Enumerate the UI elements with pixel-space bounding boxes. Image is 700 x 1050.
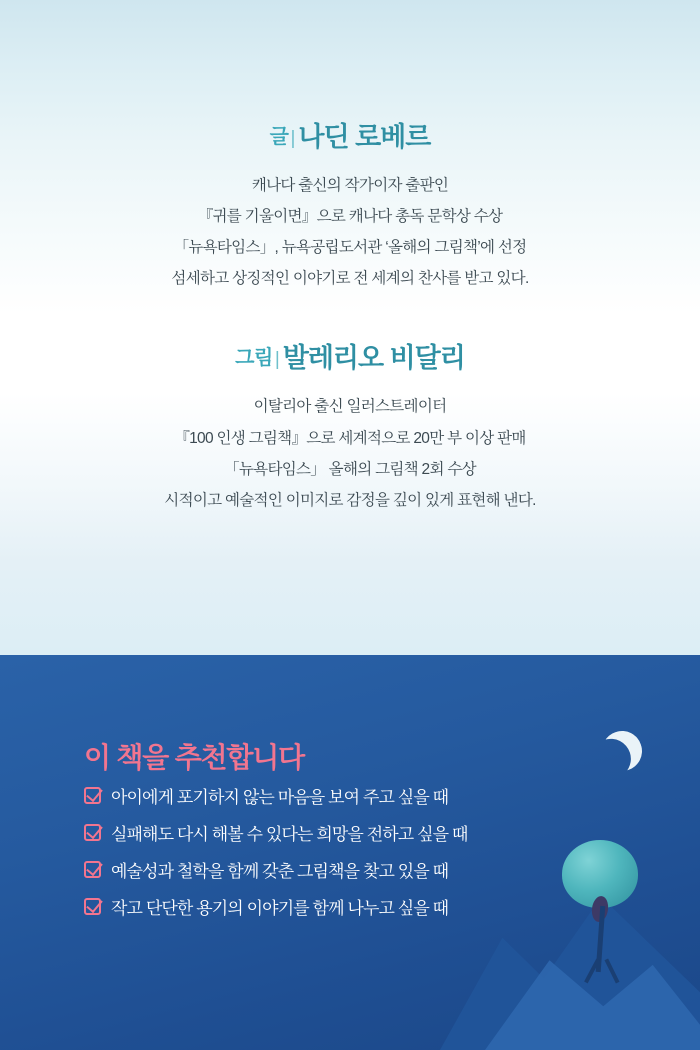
author-heading [0, 124, 700, 151]
check-icon [84, 861, 101, 878]
author-description [0, 173, 700, 291]
moon-icon [597, 726, 647, 776]
illustrator-credit-block [0, 297, 700, 512]
author-separator: | [290, 128, 296, 149]
author-description-line: 캐나다 출신의 작가이자 출판인 [251, 177, 449, 194]
list-item-label: 예술성과 철학을 함께 갖춘 그림책을 찾고 있을 때 [111, 862, 449, 881]
author-credit-block [0, 0, 700, 291]
illustrator-description-line: 이탈리아 출신 일러스트레이터 [253, 398, 447, 416]
illustrator-separator: | [274, 349, 280, 371]
check-icon [84, 898, 101, 915]
recommendation-section [0, 655, 700, 1050]
author-description-line: 「뉴욕타임스」, 뉴욕공립도서관 ‘올해의 그림책’에 선정 [173, 239, 527, 257]
list-item [84, 857, 468, 882]
illustrator-name: 발레리오 비달리 [282, 343, 465, 374]
check-icon [84, 824, 101, 841]
illustrator-description [0, 394, 700, 512]
author-role-label: 글 [269, 126, 289, 148]
author-description-line: 『귀를 기울이면』으로 캐나다 총독 문학상 수상 [197, 208, 503, 226]
list-item [84, 894, 468, 919]
illustrator-role-label: 그림 [235, 347, 273, 370]
check-icon [84, 787, 101, 804]
illustrator-description-line: 『100 인생 그림책』으로 세계적으로 20만 부 이상 판매 [174, 429, 526, 447]
illustrator-description-line: 「뉴욕타임스」 올해의 그림책 2회 수상 [224, 460, 476, 478]
list-item [84, 783, 468, 808]
recommendation-list [84, 783, 468, 931]
list-item-label: 아이에게 포기하지 않는 마음을 보여 주고 싶을 때 [111, 788, 449, 807]
illustrator-description-line: 시적이고 예술적인 이미지로 감정을 깊이 있게 표현해 낸다. [164, 491, 536, 509]
author-name: 나딘 로베르 [298, 122, 431, 152]
author-description-line: 섬세하고 상징적인 이야기로 전 세계의 찬사를 받고 있다. [171, 270, 529, 288]
illustrator-heading [0, 345, 700, 372]
recommendation-title: 이 책을 추천합니다 [84, 742, 304, 774]
list-item [84, 820, 468, 845]
list-item-label: 실패해도 다시 해볼 수 있다는 희망을 전하고 싶을 때 [111, 825, 468, 844]
list-item-label: 작고 단단한 용기의 이야기를 함께 나누고 싶을 때 [111, 899, 449, 918]
